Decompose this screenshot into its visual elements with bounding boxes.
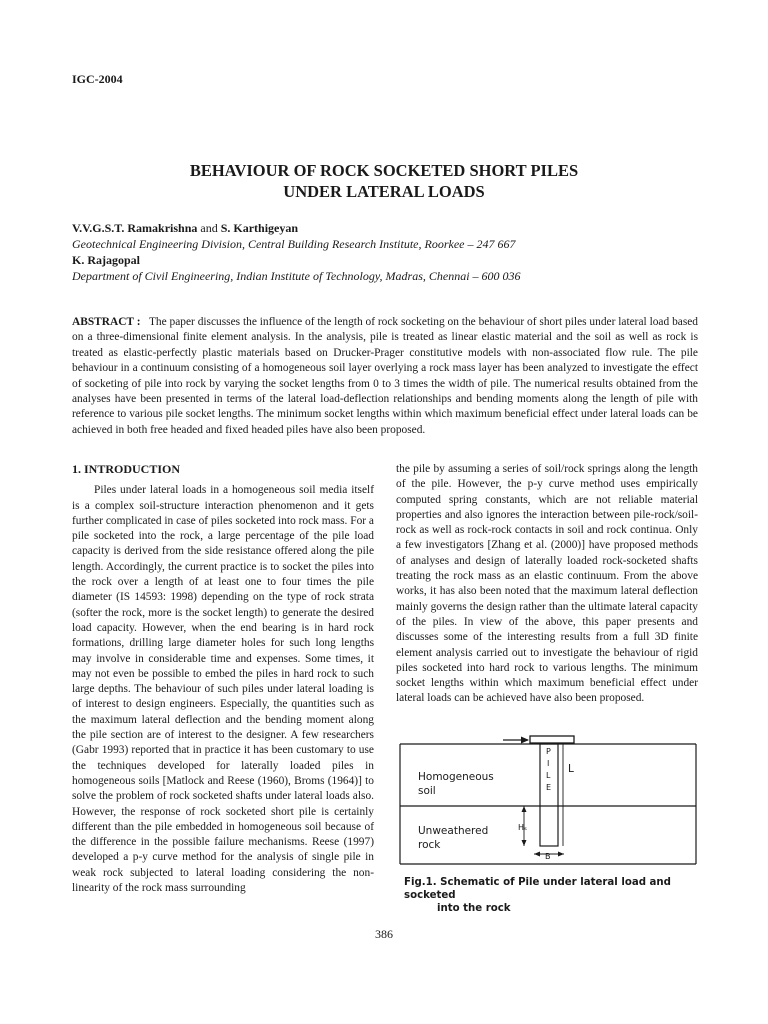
section-heading: 1. INTRODUCTION xyxy=(72,462,181,476)
right-column xyxy=(396,462,698,707)
pile-letter: L xyxy=(546,771,551,780)
soil-label: soil xyxy=(418,785,436,797)
soil-label: Homogeneous xyxy=(418,771,494,783)
intro-paragraph-right: the pile by assuming a series of soil/rock springs along the length of the pile. However, the p-y curve method uses empirically computed spring constants, which are not reliable material properties and also ignores the interaction between pile-rock/soil-rock as well as rock-rock contacts in soil and rock continua. Only a few investigators [Zhang et al. (2000)] have proposed methods of analyses and design of laterally loaded rock-socketed shafts treating the rock mass as an elastic continuum. From the above works, it has also been noted that the maximum lateral deflection mainly governs the design rather than the ultimate lateral capacity of the piles. In view of the above, this paper presents and discusses some of the interesting results from a full 3D finite element analysis carried out to investigate the behaviour of rigid piles socketed into hard rock to various lengths. The minimum socket lengths within which maximum beneficial effect under lateral loads can be achieved have also been proposed. xyxy=(396,463,698,705)
author-row-1 xyxy=(72,220,696,236)
author-name: S. Karthigeyan xyxy=(220,221,299,235)
caption-line-1: Fig.1. Schematic of Pile under lateral load and socketed xyxy=(404,877,671,901)
width-label: B xyxy=(545,852,551,861)
author-block xyxy=(72,220,696,284)
socket-label: Hₛ xyxy=(518,823,527,832)
length-label: L xyxy=(568,763,574,775)
author-affiliation: Department of Civil Engineering, Indian Institute of Technology, Madras, Chennai – 600 036 xyxy=(72,269,521,283)
author-affiliation: Geotechnical Engineering Division, Central Building Research Institute, Roorkee – 247 667 xyxy=(72,237,516,251)
title-line-2: UNDER LATERAL LOADS xyxy=(283,182,485,201)
pile-cap xyxy=(530,736,574,743)
page-number: 386 xyxy=(375,927,393,941)
paper-title xyxy=(72,160,696,202)
author-name: V.V.G.S.T. Ramakrishna xyxy=(72,221,198,235)
title-line-1: BEHAVIOUR OF ROCK SOCKETED SHORT PILES xyxy=(189,161,579,180)
arrow-head-icon xyxy=(522,840,527,846)
rock-label: rock xyxy=(418,839,441,851)
pile-letter: I xyxy=(547,759,550,768)
figure-caption xyxy=(404,876,704,915)
arrow-head-icon xyxy=(522,806,527,812)
intro-paragraph-left: Piles under lateral loads in a homogeneous soil media itself is a complex soil-structure interaction phenomenon and it gets further complicated in case of piles socketed into rock mass. For a pile socketed into the rock, a large percentage of the pile load capacity is derived from the side resistance offered along the pile length. Accordingly, the current practice is to socket the piles into the rock over a length of at least one to four times the pile diameter (IS 14593: 1998) depending on the type of rock strata (softer the rock, more is the socket length) to generate the desired load capacity. However, when the end bearing is in hard rock formations, drilling large diameter holes for such long lengths may involve in considerable time and expenses. Some times, it may not even be possible to embed the piles in hard rock to such large depths. The behaviour of such piles under lateral loading is of interest to design engineers. Especially, the quantities such as the maximum lateral deflection and the bending moment along the pile section are of interest to the designer. A few researchers (Gabr 1993) reported that in practice it has been customary to use the techniques developed for laterally loaded piles in homogeneous soils [Matlock and Reese (1960), Broms (1964)] to solve the problem of rock socketed shafts under lateral loads also. However, the response of rock socketed short pile is certainly different than the pile embedded in homogeneous soil because of the difference in the possible failure mechanisms. Reese (1997) developed a p-y curve method for the analysis of single pile in weak rock subjected to lateral loading considering the non-linearity of the rock mass surrounding xyxy=(72,484,374,895)
arrow-head-icon xyxy=(534,852,540,857)
left-column xyxy=(72,462,374,896)
author-name: K. Rajagopal xyxy=(72,253,141,267)
pile-letter: P xyxy=(546,747,551,756)
pile-letter: E xyxy=(546,783,552,792)
arrow-head-icon xyxy=(558,852,564,857)
abstract xyxy=(72,315,698,438)
pile-schematic-figure xyxy=(398,734,698,874)
abstract-label: ABSTRACT : xyxy=(72,316,141,328)
arrow-head-icon xyxy=(521,737,529,744)
author-conjunction: and xyxy=(197,221,221,235)
conference-label: IGC-2004 xyxy=(72,72,123,86)
caption-line-2: into the rock xyxy=(437,903,511,914)
rock-label: Unweathered xyxy=(418,825,489,837)
abstract-text: The paper discusses the influence of the length of rock socketing on the behaviour of short piles under lateral load based on a three-dimensional finite element analysis. In the analysis, pile is treated as linear elastic material and the soil as well as rock is treated as elastic-perfectly plastic materials based on Drucker-Prager constitutive models with non-associated flow rule. The pile behaviour in a continuum consisting of a homogeneous soil layer overlying a rock mass layer has been analyzed to investigate the effect of socketing of pile into rock by varying the socket lengths from 0 to 3 times the width of pile. The numerical results obtained from the analyses have been presented in terms of the lateral load-deflection relationships and bending moments along the length of pile with reference to various pile socket lengths. The minimum socket lengths within which maximum beneficial effect under lateral loads can be achieved in both free headed and fixed headed piles have also been proposed. xyxy=(72,316,698,436)
